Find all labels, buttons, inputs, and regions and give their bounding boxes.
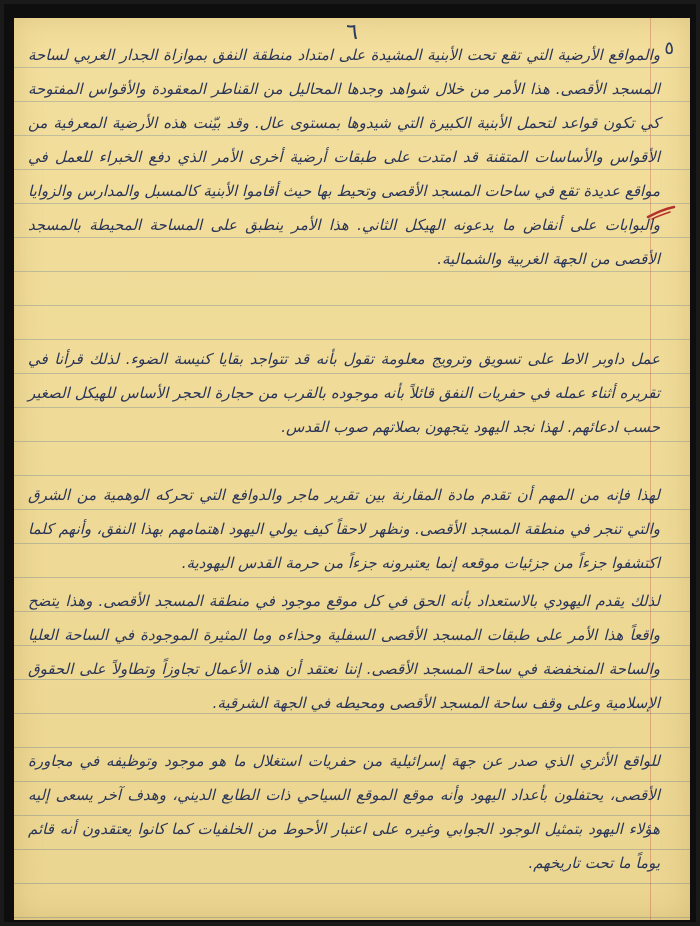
page-number: ٦	[346, 20, 358, 45]
paragraph-1: والمواقع الأرضية التي تقع تحت الأبنية المشيدة على امتداد منطقة النفق بموازاة الجدار الغربي لساحة المسجد الأقصى. هذا الأمر من خلال شواهد وجدها المحاليل من القناطر المعقودة والأقواس المفتوحة كي تكون قواعد لتحمل الأبنية الكبيرة التي شيدوها بمستوى عال. وقد بيّنت هذه الأرضية المعرفية من الأقواس والأساسات المتقنة قد امتدت على طبقات أرضية أخرى الأمر الذي دفع الخبراء للعمل في مواقع عديدة تقع في ساحات المسجد الأقصى وتحيط بها حيث أقاموا الأبنية كالمسبل والمدارس والزوايا والبوابات على أنقاض ما يدعونه الهيكل الثاني. هذا الأمر ينطبق على المساحة المحيطة بالمسجد الأقصى من الجهة الغربية والشمالية.	[28, 46, 660, 268]
paragraph-5: للواقع الأثري الذي صدر عن جهة إسرائيلية من حفريات استغلال ما هو موجود وتوظيفه في مجاورة الأقصى، يحتفلون بأعداد اليهود وأنه موقع الموقع السياحي ذات الطابع الديني، وهدف آخر يسعى إليه هؤلاء اليهود بتمثيل الوجود الجوابي وغيره على اعتبار الأحوط من الخلفيات كما كانوا يعتقدون أنه قائم يوماً ما تحت تاريخهم.	[28, 752, 660, 872]
paragraph-4: لذلك يقدم اليهودي بالاستعداد بأنه الحق في كل موقع موجود في منطقة المسجد الأقصى. وهذا يتضح واقعاً هذا الأمر على طبقات المسجد الأقصى السفلية وحذاءه وما المثيرة الموجودة في الساحة العليا والساحة المنخفضة في ساحة المسجد الأقصى. إننا نعتقد أن هذه الأعمال تجاوزاً وتطاولاً على الحقوق الإسلامية وعلى وقف ساحة المسجد الأقصى ومحيطه في الجهة الشرقية.	[28, 592, 660, 712]
scan-frame	[4, 4, 696, 922]
handwritten-page	[14, 18, 690, 920]
corner-page-mark: ٥	[664, 38, 674, 59]
paragraph-2: عمل داوبر الاط على تسويق وترويج معلومة تقول بأنه قد تتواجد بقايا كنيسة الضوء. لذلك قرأنا في تقريره أثناء عمله في حفريات النفق قائلاً بأنه موجوده بالقرب من حجارة الحجر الأساس للهيكل الصغير حسب ادعائهم. لهذا نجد اليهود يتجهون بصلاتهم صوب القدس.	[28, 350, 660, 436]
paragraph-3: لهذا فإنه من المهم أن تقدم مادة المقارنة بين تقرير ماجر والدوافع التي تحركه الوهمية من الشرق والتي تنجر في منطقة المسجد الأقصى. ونظهر لاحقاً كيف يولي اليهود اهتمامهم بهذا النفق، وأنهم كلما اكتشفوا جزءاً من جزئيات موقعه إنما يعتبرونه جزءاً من حرمة القدس اليهودية.	[28, 486, 660, 572]
